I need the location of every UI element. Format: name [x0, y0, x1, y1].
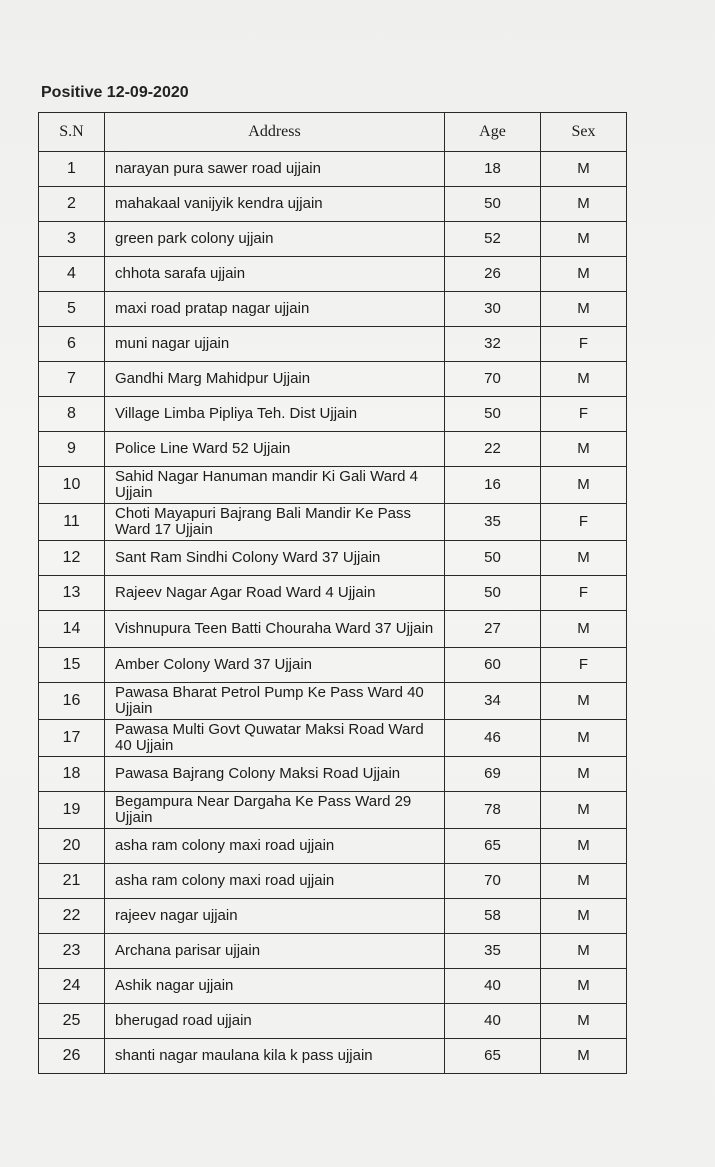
- header-age: Age: [445, 113, 541, 152]
- cell-address: Gandhi Marg Mahidpur Ujjain: [105, 362, 445, 397]
- cell-sex: M: [541, 757, 627, 792]
- cell-age: 70: [445, 362, 541, 397]
- cell-address: muni nagar ujjain: [105, 327, 445, 362]
- table-row: [39, 829, 627, 864]
- cell-address: chhota sarafa ujjain: [105, 257, 445, 292]
- cell-age: 40: [445, 1004, 541, 1039]
- cell-age: 35: [445, 934, 541, 969]
- table-row: [39, 757, 627, 792]
- cell-sn: 14: [39, 611, 105, 648]
- cell-sn: 21: [39, 864, 105, 899]
- table-row: [39, 720, 627, 757]
- table-row: [39, 362, 627, 397]
- cell-sn: 9: [39, 432, 105, 467]
- cell-sex: M: [541, 864, 627, 899]
- cell-sn: 10: [39, 467, 105, 504]
- cell-age: 27: [445, 611, 541, 648]
- table-row: [39, 397, 627, 432]
- cell-sn: 17: [39, 720, 105, 757]
- table-row: [39, 541, 627, 576]
- cell-age: 65: [445, 1039, 541, 1074]
- table-row: [39, 969, 627, 1004]
- cell-sn: 6: [39, 327, 105, 362]
- cell-address: bherugad road ujjain: [105, 1004, 445, 1039]
- cell-sn: 11: [39, 504, 105, 541]
- cell-sn: 7: [39, 362, 105, 397]
- cell-sn: 19: [39, 792, 105, 829]
- table-row: [39, 504, 627, 541]
- header-sex: Sex: [541, 113, 627, 152]
- cell-sex: M: [541, 1039, 627, 1074]
- cell-sex: M: [541, 292, 627, 327]
- cell-sex: M: [541, 362, 627, 397]
- cell-age: 50: [445, 187, 541, 222]
- cell-sn: 23: [39, 934, 105, 969]
- cell-sn: 13: [39, 576, 105, 611]
- table-row: [39, 152, 627, 187]
- table-row: [39, 864, 627, 899]
- cell-sn: 1: [39, 152, 105, 187]
- cell-sex: F: [541, 327, 627, 362]
- cell-address: Police Line Ward 52 Ujjain: [105, 432, 445, 467]
- cell-address: narayan pura sawer road ujjain: [105, 152, 445, 187]
- cell-sn: 4: [39, 257, 105, 292]
- cell-age: 18: [445, 152, 541, 187]
- table-row: [39, 292, 627, 327]
- page-title: Positive 12-09-2020: [41, 84, 189, 101]
- cell-address: mahakaal vanijyik kendra ujjain: [105, 187, 445, 222]
- table-row: [39, 222, 627, 257]
- cell-sn: 24: [39, 969, 105, 1004]
- cell-sn: 5: [39, 292, 105, 327]
- cell-sex: M: [541, 152, 627, 187]
- cell-sex: F: [541, 397, 627, 432]
- table-row: [39, 1039, 627, 1074]
- cell-sex: M: [541, 899, 627, 934]
- cell-sn: 2: [39, 187, 105, 222]
- header-address: Address: [105, 113, 445, 152]
- cell-age: 35: [445, 504, 541, 541]
- cell-sn: 26: [39, 1039, 105, 1074]
- table-header-row: [39, 113, 627, 152]
- cell-address: maxi road pratap nagar ujjain: [105, 292, 445, 327]
- cell-age: 40: [445, 969, 541, 1004]
- cell-sex: M: [541, 222, 627, 257]
- cell-age: 30: [445, 292, 541, 327]
- cell-address: asha ram colony maxi road ujjain: [105, 829, 445, 864]
- cell-address: Pawasa Bharat Petrol Pump Ke Pass Ward 40 Ujjain: [105, 683, 445, 720]
- cell-address: Amber Colony Ward 37 Ujjain: [105, 648, 445, 683]
- cell-sn: 3: [39, 222, 105, 257]
- table-row: [39, 257, 627, 292]
- cell-sex: F: [541, 648, 627, 683]
- cell-sex: F: [541, 504, 627, 541]
- cell-age: 58: [445, 899, 541, 934]
- header-sn: S.N: [39, 113, 105, 152]
- cell-sex: M: [541, 969, 627, 1004]
- table-row: [39, 934, 627, 969]
- cell-age: 34: [445, 683, 541, 720]
- cell-sex: M: [541, 934, 627, 969]
- cell-sn: 12: [39, 541, 105, 576]
- cell-age: 70: [445, 864, 541, 899]
- cell-address: Rajeev Nagar Agar Road Ward 4 Ujjain: [105, 576, 445, 611]
- cell-sex: M: [541, 432, 627, 467]
- cell-address: Sant Ram Sindhi Colony Ward 37 Ujjain: [105, 541, 445, 576]
- cell-sex: M: [541, 1004, 627, 1039]
- table-row: [39, 648, 627, 683]
- cell-address: Begampura Near Dargaha Ke Pass Ward 29 Ujjain: [105, 792, 445, 829]
- cell-address: Village Limba Pipliya Teh. Dist Ujjain: [105, 397, 445, 432]
- cell-sex: M: [541, 829, 627, 864]
- cell-sn: 22: [39, 899, 105, 934]
- cell-sn: 16: [39, 683, 105, 720]
- cell-address: Ashik nagar ujjain: [105, 969, 445, 1004]
- cell-sex: F: [541, 576, 627, 611]
- positive-cases-table: [38, 112, 627, 1074]
- table-row: [39, 327, 627, 362]
- cell-sn: 15: [39, 648, 105, 683]
- table-row: [39, 187, 627, 222]
- table-row: [39, 576, 627, 611]
- cell-age: 69: [445, 757, 541, 792]
- cell-address: Pawasa Multi Govt Quwatar Maksi Road Ward 40 Ujjain: [105, 720, 445, 757]
- cell-sex: M: [541, 720, 627, 757]
- table-row: [39, 432, 627, 467]
- cell-age: 65: [445, 829, 541, 864]
- cell-address: green park colony ujjain: [105, 222, 445, 257]
- cell-sn: 8: [39, 397, 105, 432]
- cell-address: shanti nagar maulana kila k pass ujjain: [105, 1039, 445, 1074]
- cell-age: 52: [445, 222, 541, 257]
- cell-address: asha ram colony maxi road ujjain: [105, 864, 445, 899]
- cell-sex: M: [541, 467, 627, 504]
- cell-age: 46: [445, 720, 541, 757]
- cell-address: Sahid Nagar Hanuman mandir Ki Gali Ward 4 Ujjain: [105, 467, 445, 504]
- cell-age: 32: [445, 327, 541, 362]
- table-row: [39, 1004, 627, 1039]
- cell-sn: 25: [39, 1004, 105, 1039]
- cell-sex: M: [541, 792, 627, 829]
- table-row: [39, 899, 627, 934]
- cell-sn: 18: [39, 757, 105, 792]
- cell-address: Vishnupura Teen Batti Chouraha Ward 37 Ujjain: [105, 611, 445, 648]
- cell-address: rajeev nagar ujjain: [105, 899, 445, 934]
- cell-address: Archana parisar ujjain: [105, 934, 445, 969]
- cell-age: 26: [445, 257, 541, 292]
- table-row: [39, 467, 627, 504]
- cell-age: 50: [445, 541, 541, 576]
- table-row: [39, 611, 627, 648]
- cell-age: 78: [445, 792, 541, 829]
- cell-sex: M: [541, 683, 627, 720]
- cell-age: 50: [445, 397, 541, 432]
- cell-sex: M: [541, 611, 627, 648]
- cell-sex: M: [541, 257, 627, 292]
- cell-age: 16: [445, 467, 541, 504]
- table-row: [39, 792, 627, 829]
- cell-address: Choti Mayapuri Bajrang Bali Mandir Ke Pass Ward 17 Ujjain: [105, 504, 445, 541]
- cell-sex: M: [541, 541, 627, 576]
- cell-sex: M: [541, 187, 627, 222]
- cell-age: 60: [445, 648, 541, 683]
- cell-age: 50: [445, 576, 541, 611]
- cell-age: 22: [445, 432, 541, 467]
- cell-address: Pawasa Bajrang Colony Maksi Road Ujjain: [105, 757, 445, 792]
- table-row: [39, 683, 627, 720]
- cell-sn: 20: [39, 829, 105, 864]
